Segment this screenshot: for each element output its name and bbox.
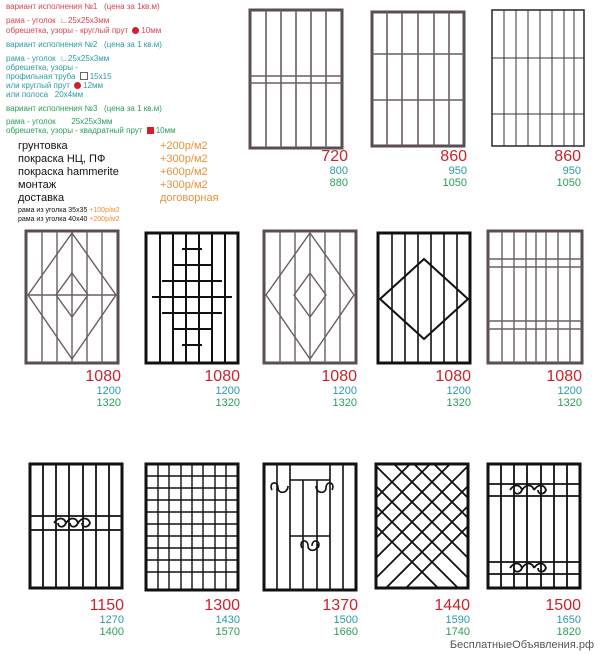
price-variant2: 1650 — [556, 614, 581, 626]
service-name: грунтовка — [18, 140, 68, 152]
price-variant1: 1080 — [204, 368, 240, 385]
price-variant1: 1080 — [85, 368, 121, 385]
square-bar-icon — [147, 127, 154, 134]
price-variant2: 1200 — [446, 385, 471, 397]
grille-6-drawing — [262, 229, 358, 365]
grille-4-prices — [61, 368, 121, 409]
square-tube-icon — [80, 72, 88, 80]
price-variant1: 1080 — [321, 368, 357, 385]
variant1-title: вариант исполнения №1 — [6, 2, 98, 11]
service-name: покраска НЦ, ПФ — [18, 153, 106, 165]
services-prices — [160, 140, 219, 205]
grille-8-prices — [522, 368, 582, 409]
price-variant3: 1050 — [556, 177, 581, 189]
grille-13-prices — [521, 597, 581, 638]
variant1-frame: рама - уголок — [6, 16, 56, 25]
price-variant3: 1320 — [557, 397, 582, 409]
round-bar-icon — [132, 27, 139, 34]
grille-12-drawing — [374, 462, 470, 590]
price-variant1: 1370 — [322, 597, 358, 614]
price-variant3: 1050 — [442, 177, 467, 189]
grille-12-prices — [410, 597, 470, 638]
angle-icon: ∟ — [60, 16, 68, 25]
variant2-frame-size: 25x25x3мм — [67, 54, 110, 63]
grille-9-prices — [64, 597, 124, 638]
price-variant3: 1660 — [333, 626, 358, 638]
grille-3-drawing — [490, 8, 586, 148]
variant1-bars: обрешетка, узоры - круглый прут — [6, 26, 129, 35]
service-price: договорная — [160, 192, 219, 204]
price-variant3: 1320 — [446, 397, 471, 409]
frame-option — [18, 206, 120, 215]
grille-10-drawing — [144, 462, 240, 592]
frame-option-text: рама из уголка 35x35 — [18, 207, 88, 214]
variant2-tube-size: 15x15 — [89, 72, 112, 81]
variant2-title: вариант исполнения №2 — [6, 40, 98, 49]
variant3-frame-size: 25x25x3мм — [71, 117, 113, 126]
variant2-tube: профильная труба — [6, 72, 76, 81]
price-variant1: 860 — [554, 148, 581, 165]
variant2-frame: рама - уголок — [6, 54, 56, 63]
grille-2-drawing — [370, 10, 466, 148]
price-variant3: 1320 — [215, 397, 240, 409]
price-variant3: 1570 — [215, 626, 240, 638]
site-watermark: БесплатныеОбъявления.рф — [449, 639, 594, 651]
variant2-bars: обрешетка, узоры - — [6, 63, 78, 72]
variant3-bars: обрешетка, узоры - квадратный прут — [6, 126, 143, 135]
price-variant1: 860 — [440, 148, 467, 165]
frame-option-extra: +100р/м2 — [89, 207, 120, 214]
variant1-frame-size: 25x25x3мм — [67, 16, 110, 25]
price-variant2: 1200 — [557, 385, 582, 397]
grille-4-drawing — [24, 229, 120, 365]
variant3-title: вариант исполнения №3 — [6, 104, 98, 113]
grille-3-prices — [521, 148, 581, 189]
variant2-strip-size: 20x4мм — [54, 90, 84, 99]
price-variant3: 1740 — [445, 626, 470, 638]
variant2-round: или круглый прут — [6, 81, 70, 90]
price-variant2: 950 — [448, 165, 467, 177]
price-variant3: 880 — [329, 177, 348, 189]
price-variant1: 1150 — [89, 597, 124, 614]
service-price: +300р/м2 — [160, 153, 208, 165]
variant1-price-note: (цена за 1кв.м) — [104, 2, 160, 11]
frame-option-extra: +200р/м2 — [89, 216, 120, 223]
grille-7-drawing — [376, 231, 472, 365]
service-price: +600р/м2 — [160, 166, 208, 178]
frame-option — [18, 215, 120, 224]
grille-7-prices — [411, 368, 471, 409]
grille-5-prices — [180, 368, 240, 409]
frame-option-text: рама из уголка 40x40 — [18, 216, 88, 223]
price-variant3: 1400 — [99, 626, 124, 638]
grille-11-drawing — [262, 462, 358, 592]
grille-1-drawing — [248, 8, 344, 150]
variant3-frame: рама - уголок — [6, 117, 56, 126]
price-variant2: 1430 — [215, 614, 240, 626]
price-variant2: 1200 — [332, 385, 357, 397]
price-variant1: 720 — [321, 148, 348, 165]
angle-icon: ∟ — [60, 54, 68, 63]
variant1-bar-size: 10мм — [141, 26, 162, 35]
price-variant2: 1590 — [445, 614, 470, 626]
round-bar-icon — [74, 82, 81, 89]
price-variant1: 1080 — [435, 368, 471, 385]
price-variant3: 1320 — [332, 397, 357, 409]
grille-1-prices — [288, 148, 348, 189]
variant2-strip: или полоса — [6, 90, 49, 99]
price-variant2: 800 — [329, 165, 348, 177]
variant2-round-size: 12мм — [83, 81, 104, 90]
price-variant2: 1200 — [215, 385, 240, 397]
variant2-price-note: (цена за 1 кв.м) — [104, 40, 162, 49]
price-variant2: 1270 — [99, 614, 124, 626]
grille-5-drawing — [144, 231, 240, 365]
price-variant2: 1200 — [96, 385, 121, 397]
service-name: монтаж — [18, 179, 57, 191]
service-price: +300р/м2 — [160, 179, 208, 191]
price-variant3: 1320 — [96, 397, 121, 409]
grille-10-prices — [180, 597, 240, 638]
grille-8-drawing — [486, 229, 584, 365]
grille-6-prices — [297, 368, 357, 409]
grille-2-prices — [407, 148, 467, 189]
price-variant3: 1820 — [556, 626, 581, 638]
price-variant2: 950 — [562, 165, 581, 177]
service-name: покраска hammerite — [18, 166, 119, 178]
price-variant1: 1300 — [204, 597, 240, 614]
price-variant1: 1080 — [546, 368, 582, 385]
price-variant1: 1440 — [434, 597, 470, 614]
services-list — [18, 140, 119, 205]
variant3-price-note: (цена за 1 кв.м) — [104, 104, 162, 113]
frame-options — [18, 206, 120, 224]
grille-9-drawing — [28, 462, 124, 590]
variant3-bar-size: 10мм — [155, 126, 176, 135]
grille-13-drawing — [486, 462, 582, 590]
price-variant2: 1500 — [333, 614, 358, 626]
price-variant1: 1500 — [545, 597, 581, 614]
grille-11-prices — [298, 597, 358, 638]
service-name: доставка — [18, 192, 65, 204]
service-price: +200р/м2 — [160, 140, 208, 152]
